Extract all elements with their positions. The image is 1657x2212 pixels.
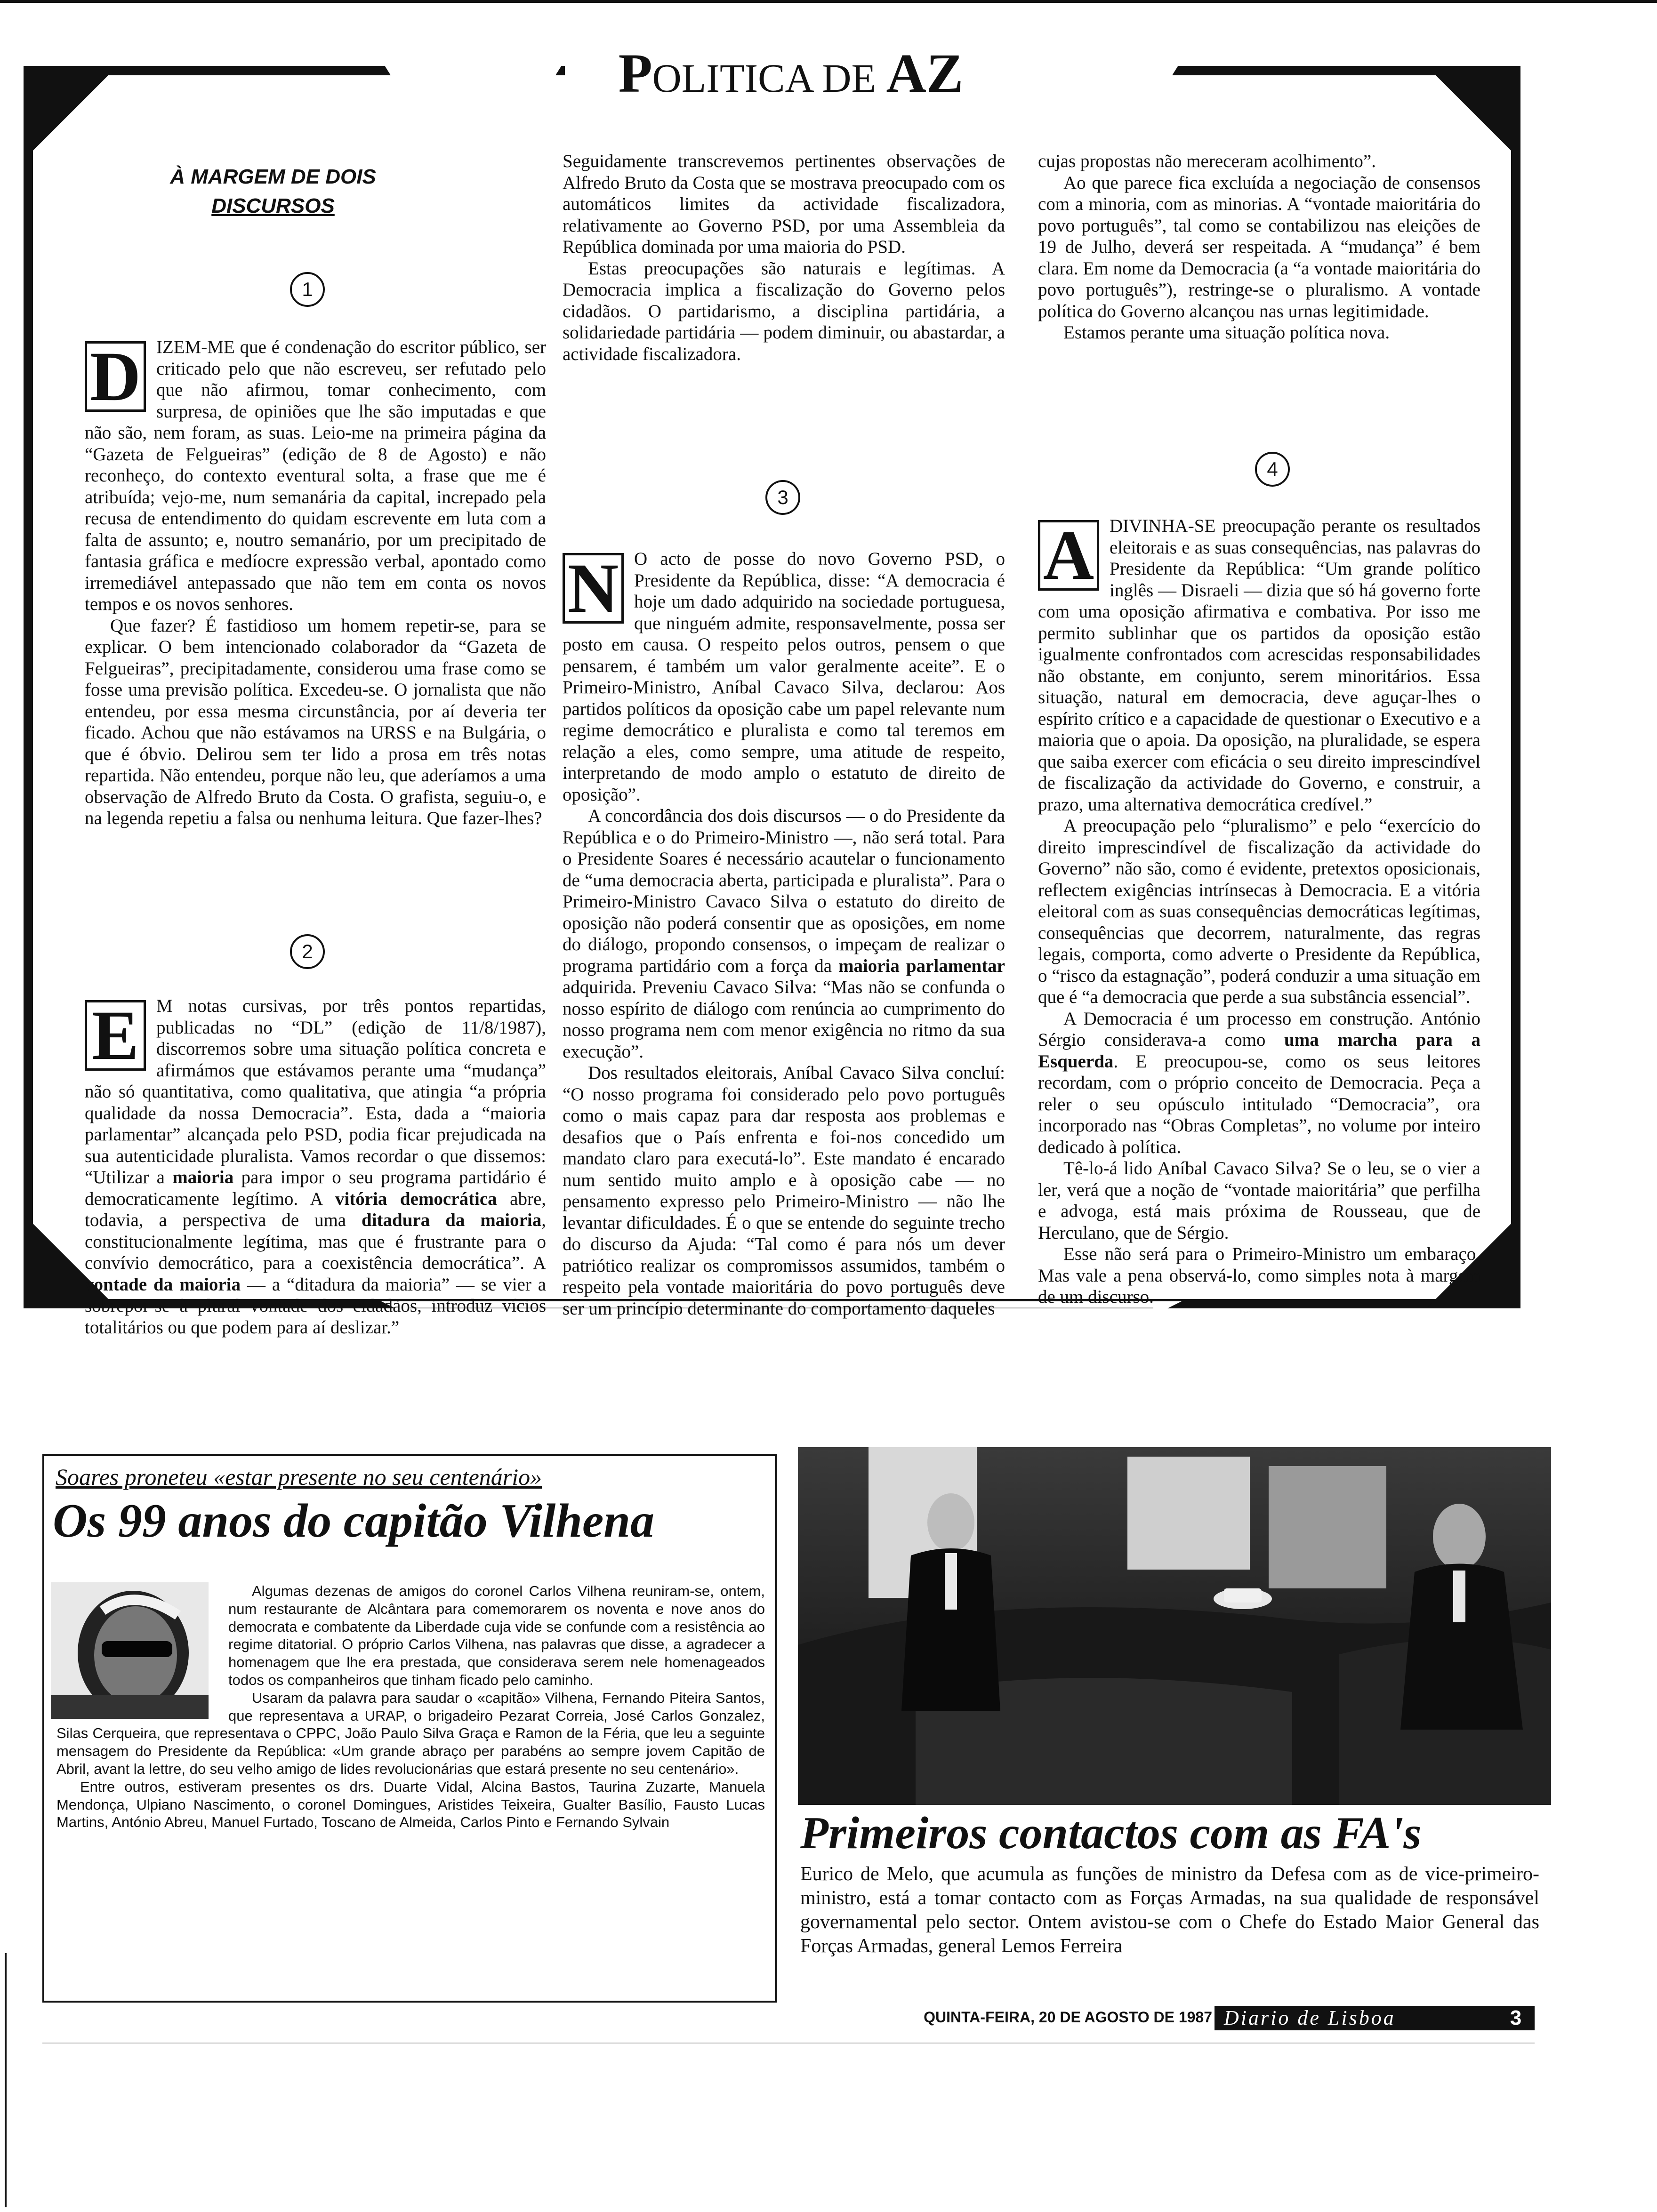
section-4-text [1038,515,1480,1308]
header-title-prefix: P [618,42,652,104]
section-3-paragraph-3: Dos resultados eleitorais, Aníbal Cavaco Silva concluí: “O nosso programa foi considerado pelo povo português como o mais capaz para dar resposta aos problemas e desafios que o País enfrenta e foi-nos concedido um mandato claro para executá-lo”. Este mandato é encarado num sentido muito amplo e à oposição cabe — no pensamento expresso pelo Primeiro-Ministro — não lhe levantar dificuldades. É o que se entende do seguinte trecho do discurso da Ajuda: “Tal como é para nós um dever patriótico realizar os compromissos assumidos, também o respeito pela vontade maioritária do povo português deve ser um princípio determinante do comportamento daqueles [563,1063,1005,1319]
vilhena-paragraph-2: Usaram da palavra para saudar o «capitão» Vilhena, Fernando Piteira Santos, que representava a URAP, o brigadeiro Pezarat Correia, José Carlos Gonzalez, Silas Cerqueira, que representava o CPPC, João Paulo Silva Graça e Ramon de la Féria, que leu a seguinte mensagem do Presidente da República: «Um grande abraço per parabéns ao sempre jovem Capitão de Abril, avant la lettre, do seu velho amigo de lides revolucionárias que estará presente no seu centenário». [56,1689,765,1777]
section-1-paragraph-2: Que fazer? É fastidioso um homem repetir-se, para se explicar. O bem intencionado colaborador da “Gazeta de Felgueiras”, precipitadamente, considerou uma frase como se fosse uma previsão política. Excedeu-se. O jornalista que não entendeu, por essa mesma circunstância, por aí deveria ter ficado. Achou que não estávamos na URSS e na Bulgária, o que é óbvio. Delirou sem ter lido a prosa em três notas repartida. Não entendeu, porque não leu, que aderíamos a uma observação de Alfredo Bruto da Costa. O grafista, seguiu-o, e na legenda repetiu a falsa ou nenhuma leitura. Que fazer-lhes? [85,615,546,828]
section-3-marker: 3 [765,480,800,515]
section-4-paragraph-5: Esse não será para o Primeiro-Ministro um embaraço. Mas vale a pena observá-lo, como simples nota à margem de um discurso. [1038,1244,1480,1307]
section-2-paragraph: M notas cursivas, por três pontos repartidas, publicadas no “DL” (edição de 11/8/1987), discorremos sobre uma situação política concreta e afirmámos que estávamos perante uma “mudança” não só quantitativa, como qualitativa, que atingia “a própria qualidade da nossa Democracia”. Esta, dada a “maioria parlamentar” alcançada pelo PSD, podia ficar prejudicada na sua autenticidade pluralista. Vamos recordar o que dissemos: “Utilizar a maioria para impor o seu programa partidário é democraticamente legítimo. A vitória democrática abre, todavia, a perspectiva de uma ditadura da maioria, constitucionalmente legítima, mas que é frustrante para o convívio democrático, para a coexistência democrática”. A vontade da maioria — a “ditadura da maioria” — se vier a sobrepor-se à plural vontade dos cidadãos, introduz vícios totalitários ou que podem para aí deslizar.” [85,996,547,1338]
section-4-paragraph-2: A preocupação pelo “pluralismo” e pelo “exercício do direito imprescindível de fiscalização da actividade do Governo” não são, como é evidente, pretextos oposicionais, reflectem exigências intrínsecas à Democracia. E a vitória eleitoral com as suas consequências democráticas legítimas, consequências que decorrem, naturalmente, das regras legais, comporta, como adverte o Presidente da República, o “risco da estagnação”, poderá conduzir a uma situação em que é “a democracia que perde a sua substância essencial”. [1038,816,1480,1007]
fa-body: Eurico de Melo, que acumula as funções de ministro da Defesa com as de vice-primeiro-ministro, está a tomar contacto com as Forças Armadas, na sua qualidade de responsável governamental pelo sector. Ontem avistou-se com o Chefe do Estado Maior General das Forças Armadas, general Lemos Ferreira [800,1863,1539,1957]
section-3-paragraph-2: A concordância dos dois discursos — o do Presidente da República e o do Primeiro-Ministro —, não será total. Para o Presidente Soares é necessário acautelar o funcionamento de “uma democracia aberta, participada e pluralista”. Para o Primeiro-Ministro Cavaco Silva o estatuto do direito de oposição não poderá consentir que as oposições, em nome do diálogo, propondo consensos, o impeçam de realizar o programa partidário com a força da maioria parlamentar adquirida. Preveniu Cavaco Silva: “Mas não se confunda o nosso espírito de diálogo com renúncia ao cumprimento do nosso programa nem com menor exigência no ritmo da sua execução”. [563,806,1005,1062]
section-1-marker: 1 [290,272,325,307]
top-rule [0,0,1657,3]
vilhena-body [56,1582,765,1831]
vilhena-headline: Os 99 anos do capitão Vilhena [53,1494,655,1547]
column-2-paragraph-2: Estas preocupações são naturais e legítimas. A Democracia implica a fiscalização do Governo pelos cidadãos. O partidarismo, a disciplina partidária, a solidariedade partidária — podem diminuir, ou abastardar, a actividade fiscalizadora. [563,258,1005,364]
page-number: 3 [1510,2006,1522,2029]
column-3-top-text [1038,151,1480,344]
section-4-paragraph-3: A Democracia é um processo em construção. António Sérgio considerava-a como uma marcha para a Esquerda. E preocupou-se, como os seus leitores recordam, com o próprio conceito de Democracia. Peça a reler o seu opúsculo intitulado “Democracia”, ora incorporado nas “Obras Completas”, no volume por inteiro dedicado à política. [1038,1008,1480,1157]
headline-line-2: DISCURSOS [211,194,335,217]
dropcap-n: N [563,553,624,624]
footer-thin-rule [42,2043,1535,2044]
footer-dateline: QUINTA-FEIRA, 20 DE AGOSTO DE 1987 [924,2009,1212,2026]
section-1-paragraph-1: IZEM-ME que é condenação do escritor público, ser criticado pelo que não escreveu, ser refutado pelo que não afirmou, tomar conhecimento, com surpresa, de opiniões que lhe são imputadas e que não são, nem foram, as suas. Leio-me na primeira página da “Gazeta de Felgueiras” (edição de 8 de Agosto) e não reconheço, do contexto eventural solta, a frase que me é atribuída; vejo-me, num semanária da capital, increpado pela recusa de entendimento do quidam escrevente em luta com a falta de assunto; e, noutro semanário, por um precipitado de fantasia gráfica e medíocre expressão verbal, apontado como irremediável antepassado que não tem em conta os novos tempos e os novos senhores. [85,337,546,614]
vilhena-photo-spacer [56,1582,214,1723]
section-1-text [85,337,546,829]
column-3-paragraph-3: Estamos perante uma situação política nova. [1063,322,1390,343]
dropcap-d: D [85,341,146,412]
column-2-paragraph-1: Seguidamente transcrevemos pertinentes observações de Alfredo Bruto da Costa que se mostrava preocupado com os automáticos limites da actividade fiscalizadora, relativamente ao Governo PSD, por uma Assembleia da República dominada por uma maioria do PSD. [563,151,1005,257]
left-margin-rule [5,1953,7,2207]
header-title-a: A [886,42,926,104]
vilhena-kicker: Soares proneteu «estar presente no seu centenário» [56,1464,542,1490]
headline-line-1: À MARGEM DE DOIS [170,165,376,188]
fa-headline: Primeiros contactos com as FA's [800,1808,1422,1859]
section-4-paragraph-1: DIVINHA-SE preocupação perante os resultados eleitorais e as suas consequências, nas palavras do Presidente da República: “Um grande político inglês — Disraeli — dizia que só há governo forte com uma oposição afirmativa e combativa. Por isso me permito sublinhar que os partidos da oposição estão igualmente confrontados com acrescidas responsabilidades não obstante, em conjunto, serem minoritários. Essa situação, natural em democracia, deve aguçar-lhes o espírito crítico e a capacidade de questionar o Executivo e a maioria que o apoia. Da oposição, na pluralidade, se espera que saiba exercer com eficácia o seu direito imprescindível de fiscalização da actividade do Governo, e construir, a prazo, uma alternativa democrática credível.” [1038,516,1480,815]
vilhena-paragraph-3: Entre outros, estiveram presentes os drs. Duarte Vidal, Alcina Bastos, Taurina Zuzarte, Manuela Mendonça, Ulpiano Nascimento, o coronel Domingues, Aristides Teixeira, Gualter Basílio, Fausto Lucas Martins, António Abreu, Manuel Furtado, Toscano de Almeida, Carlos Pinto e Fernando Sylvain [56,1778,765,1831]
header-title-mid: OLITICA DE [652,56,886,101]
column-3-paragraph-2: Ao que parece fica excluída a negociação de consensos com a minoria, com as minorias. A “vontade maioritária do povo português”, tal como se contabilizou nas eleições de 19 de Julho, deverá ser respeitada. A “mudança” é bem clara. Em nome da Democracia (a “a vontade maioritária do povo português”), restringe-se o pluralismo. A vontade política do Governo alcançou nas urnas legitimidade. [1038,172,1480,321]
section-2-marker: 2 [290,934,325,969]
dropcap-e: E [85,1000,146,1071]
footer-masthead: Diario de Lisboa [1215,2006,1497,2030]
section-4-marker: 4 [1255,452,1290,487]
section-2-text [85,995,546,1338]
section-3-paragraph-1: O acto de posse do novo Governo PSD, o Presidente da República, disse: “A democracia é hoje um dado adquirido na sociedade portuguesa, que ninguém admite, responsavelmente, possa ser posto em causa. O respeito pelos outros, pensem o que pensarem, é também um valor geralmente aceite”. E o Primeiro-Ministro, Aníbal Cavaco Silva, declarou: Aos partidos políticos da oposição cabe um papel relevante num regime democrático e pluralista e como tal teremos em relação a eles, como sempre, uma atitude de respeito, interpretando de modo amplo o estatuto de direito de oposição”. [563,549,1005,805]
column-2-top-text [563,151,1005,365]
section-header [565,42,1017,104]
section-4-paragraph-4: Tê-lo-á lido Aníbal Cavaco Silva? Se o leu, se o vier a ler, verá que a noção de “vontade maioritária” que perfilha e advoga, está mais próxima de Rousseau, que de Herculano, que de Sérgio. [1038,1158,1480,1243]
article-headline [132,162,414,221]
fa-meeting-photo [798,1447,1551,1805]
dropcap-a: A [1038,520,1099,591]
vilhena-paragraph-1: Algumas dezenas de amigos do coronel Carlos Vilhena reuniram-se, ontem, num restaurante de Alcântara para comemorarem os noventa e nove anos do democrata e combatente da Liberdade cuja vide se confunde com a resistência ao regime ditatorial. O próprio Carlos Vilhena, nas palavras que disse, a agradecer a homenagem que lhe era prestada, que considerava serem nele homenageados todos os companheiros que tinham ficado pelo caminho. [228,1583,765,1688]
section-3-text [563,548,1005,1319]
column-3-paragraph-1: cujas propostas não mereceram acolhimento”. [1038,151,1376,171]
header-title-z: Z [926,42,964,104]
